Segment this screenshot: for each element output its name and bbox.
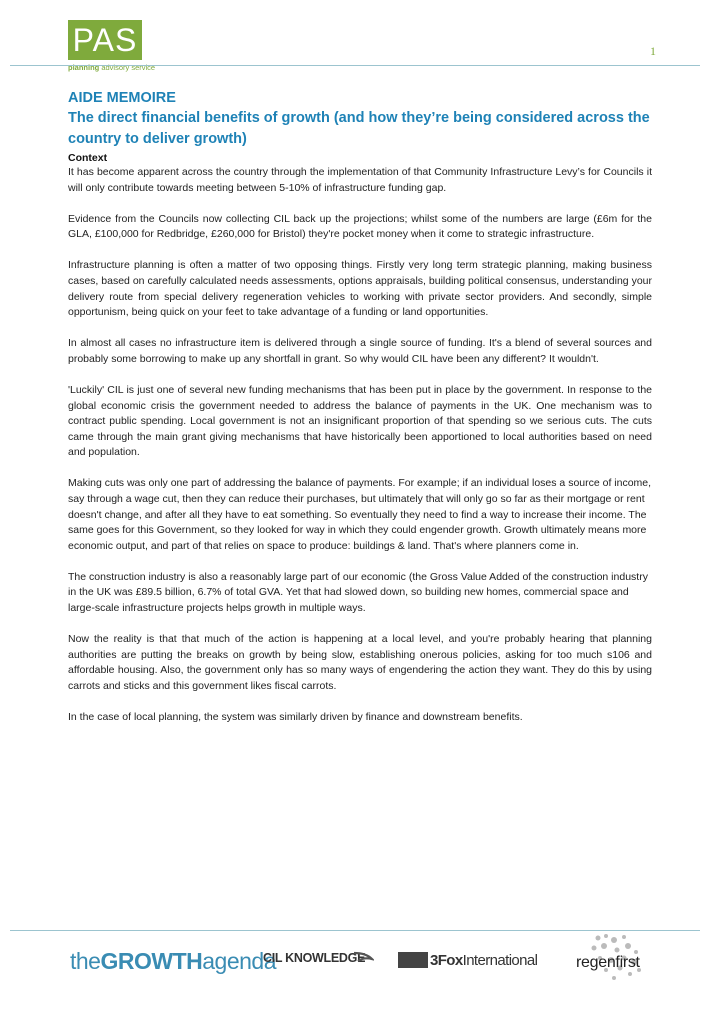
section-label: Context: [68, 152, 108, 164]
page-number: 1: [650, 44, 656, 58]
fox-logo-bar: [398, 952, 428, 968]
footer-divider: [10, 930, 700, 931]
document-body: [68, 88, 652, 741]
paragraph: Infrastructure planning is often a matter of two opposing things. Firstly very long term strategic planning, making business cases, based on carefully calculated needs assessments, options appraisals, building political consensus, understanding your delivery route from special delivery regeneration vehicles to working with private sector providers. And secondly, simple opportunism, being quick on your feet to take advantage of a funding or land opportunities.: [68, 259, 652, 319]
logo-mark: PAS: [68, 20, 142, 60]
header-divider: [10, 65, 700, 66]
paragraph: In the case of local planning, the system was similarly driven by finance and downstream benefits.: [68, 711, 523, 724]
document-title: The direct financial benefits of growth (and how they’re being considered across the country to deliver growth): [68, 110, 650, 147]
document-heading: AIDE MEMOIRE: [68, 90, 176, 106]
growth-logo-suffix: agenda: [202, 948, 276, 974]
sponsor-logos: [0, 940, 720, 1010]
paragraph: The construction industry is also a reasonably large part of our economic (the Gross Value Added of the construction industry in the UK was £89.5 billion, 6.7% of total GVA. Yet that had slowed down, so building new homes, commercial space and large-scale infrastructure projects helps growth in multiple ways.: [68, 570, 648, 615]
growth-logo-bold: GROWTH: [100, 948, 203, 974]
paragraph: It has become apparent across the country through the implementation of that Community Infrastructure Levy’s for Councils it will only contribute towards meeting between 5-10% of infrastructure funding gap.: [68, 166, 652, 194]
fox-logo-text: [430, 952, 537, 969]
cil-knowledge-logo: CIL KNOWLEDGE: [263, 951, 366, 965]
swoosh-icon: [352, 949, 374, 967]
fox-international-logo: [398, 952, 537, 968]
fox-logo-rest: International: [462, 951, 538, 969]
paragraph: 'Luckily' CIL is just one of several new funding mechanisms that has been put in place by the government. In response to the global economic crisis the government needed to address the balance of payments in the UK. One mechanism was to contract public spending. Local government is not an insignificant proportion of that spending so we serious cuts. The cuts came through the main grant giving mechanisms that have historically been apportioned to local authorities based on need and population.: [68, 383, 652, 459]
paragraph: Now the reality is that that much of the action is happening at a local level, and you're probably hearing that planning authorities are putting the breaks on growth by being slow, establishing onerous policies, asking for too much s106 and affordable housing. Also, the government only has so many ways of engendering the action they want. They do this by using carrots and sticks and this government likes fiscal carrots.: [68, 633, 652, 692]
growth-logo-prefix: the: [70, 948, 101, 974]
fox-logo-bold: 3Fox: [430, 951, 463, 969]
paragraph: Evidence from the Councils now collecting CIL back up the projections; whilst some of the numbers are large (£6m for the GLA, £100,000 for Redbridge, £260,000 for Bristol) they're pocket money when it come to strategic infrastructure.: [68, 212, 652, 241]
growth-agenda-logo: [70, 948, 276, 975]
logo-tagline-bold: planning: [68, 63, 100, 72]
paragraph: Making cuts was only one part of addressing the balance of payments. For example; if an individual loses a source of income, say through a wage cut, then they can reduce their purchases, but ultimately that will only go so far as their mortgage or rent doesn't change, and after all they have to eat something. So eventually they need to find a way to increase their income. The same goes for this Government, so they looked for way in which they could engender growth. Growth ultimately means more economic output, and part of that relies on space to produce: buildings & land. That's where planners come in.: [68, 477, 652, 552]
regenfirst-logo: regenfirst: [576, 954, 640, 971]
logo-tagline-rest: advisory service: [99, 63, 156, 72]
paragraph: In almost all cases no infrastructure item is delivered through a single source of funding. It's a blend of several sources and probably some borrowing to make up any shortfall in grant. So why would CIL have been any different? It wouldn't.: [68, 337, 652, 365]
